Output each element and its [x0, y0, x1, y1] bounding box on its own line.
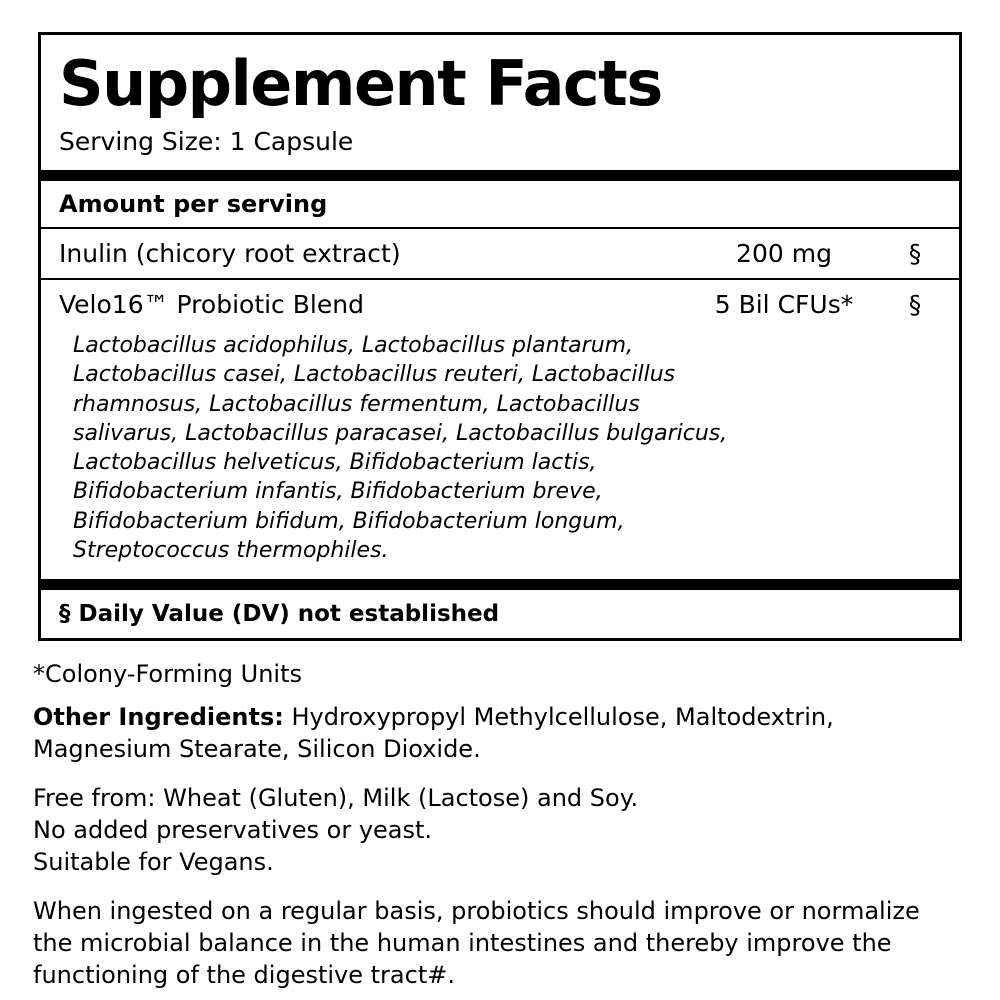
closing-statement: When ingested on a regular basis, probiotics should improve or normalize the microbial balance in the human intestines and thereby improve the functioning of the digestive tract#.: [33, 897, 920, 989]
divider-thick-top: [41, 170, 959, 181]
other-ingredients-value: Hydroxypropyl Methylcellulose, Maltodextrin, Magnesium Stearate, Silicon Dioxide.: [33, 703, 834, 763]
serving-size: Serving Size: 1 Capsule: [59, 127, 354, 156]
panel-title: Supplement Facts: [59, 47, 662, 120]
ingredient-amount: 5 Bil CFUs*: [714, 290, 854, 319]
free-from-block: [33, 783, 963, 896]
free-from-line-1: Free from: Wheat (Gluten), Milk (Lactose) and Soy.: [33, 784, 639, 813]
ingredient-daily-value: §: [908, 290, 922, 319]
amount-per-serving-header: Amount per serving: [59, 190, 328, 218]
table-row: [41, 280, 959, 329]
free-from-line-2: No added preservatives or yeast.: [33, 816, 433, 845]
probiotic-blend-strain-list: Lactobacillus acidophilus, Lactobacillus plantarum, Lactobacillus casei, Lactobacillus reuteri, Lactobacillus rhamnosus, Lactobacillus fermentum, Lactobacillus salivarus, Lactobacillus paracasei, Lactobacillus bulgaricus, Lactobacillus helveticus, Bifidobacterium lactis, Bifidobacterium infantis, Bifidobacterium breve, Bifidobacterium bifidum, Bifidobacterium longum, Streptococcus thermophiles.: [73, 333, 728, 563]
table-row: [41, 229, 959, 278]
ingredient-name: Inulin (chicory root extract): [59, 239, 401, 268]
label-footnotes: [33, 660, 963, 991]
other-ingredients-label: Other Ingredients:: [33, 703, 284, 731]
ingredient-amount: 200 mg: [736, 239, 832, 268]
cfu-footnote: *Colony-Forming Units: [33, 660, 303, 688]
supplement-facts-panel: [38, 32, 962, 641]
free-from-line-3: Suitable for Vegans.: [33, 847, 274, 876]
ingredient-daily-value: §: [908, 239, 922, 268]
ingredient-name: Velo16™ Probiotic Blend: [59, 290, 364, 319]
other-ingredients: [33, 702, 873, 783]
daily-value-note: § Daily Value (DV) not established: [59, 601, 500, 627]
divider-thick-bottom: [41, 579, 959, 590]
